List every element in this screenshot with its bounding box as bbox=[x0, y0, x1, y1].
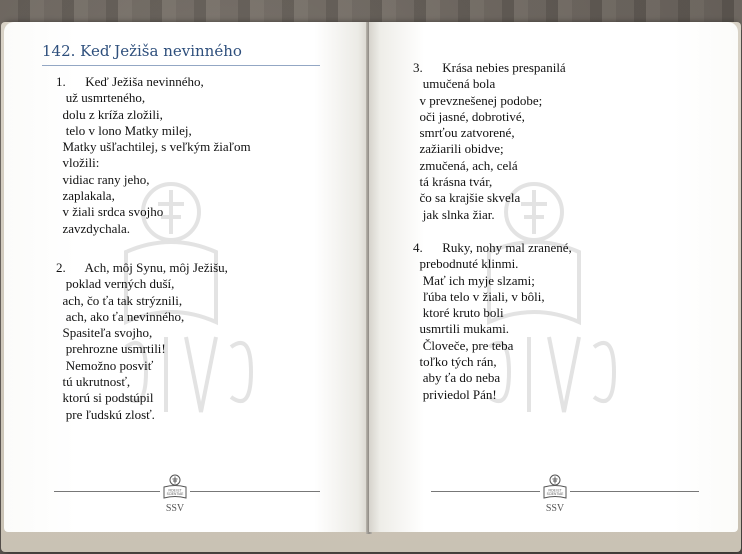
stanza-line: zavzdychala. bbox=[56, 220, 130, 236]
stanza-2 bbox=[56, 260, 228, 423]
stanza-line: ach, ako ťa nevinného, bbox=[56, 308, 185, 324]
stanza-line: dolu z kríža zložili, bbox=[56, 106, 163, 122]
stanza-line: vložili: bbox=[56, 155, 100, 171]
stanza-line: 3. Krása nebies prespanilá bbox=[413, 60, 566, 75]
stanza-line: ktoré kruto boli bbox=[413, 305, 504, 321]
stanza-line: tú ukrutnosť, bbox=[56, 374, 131, 390]
stanza-line: Mať ich myje slzami; bbox=[413, 272, 535, 288]
stanza-line: zaplakala, bbox=[56, 188, 115, 204]
svg-text:FIDEI ET: FIDEI ET bbox=[548, 488, 562, 493]
stanza-line: 1. Keď Ježiša nevinného, bbox=[56, 74, 204, 89]
stanza-line: pre ľudskú zlosť. bbox=[56, 406, 155, 422]
stanza-line: už usmrteného, bbox=[56, 90, 146, 106]
stanza-line: v žiali srdca svojho bbox=[56, 204, 164, 220]
stanza-4 bbox=[413, 240, 572, 403]
stanza-line: Nemožno posviť bbox=[56, 357, 154, 373]
stanza-3 bbox=[413, 60, 566, 223]
stanza-line: prebodnuté klinmi. bbox=[413, 256, 519, 272]
stanza-line: 2. Ach, môj Synu, môj Ježišu, bbox=[56, 260, 228, 275]
right-page bbox=[369, 22, 738, 532]
stanza-line: aby ťa do neba bbox=[413, 370, 501, 386]
stanza-line: ktorú si podstúpil bbox=[56, 390, 154, 406]
stanza-line: v prevznešenej podobe; bbox=[413, 92, 543, 108]
stanza-line: priviedol Pán! bbox=[413, 386, 497, 402]
title-underline bbox=[42, 65, 320, 66]
stanza-line: Človeče, pre teba bbox=[413, 337, 514, 353]
stanza-line: vidiac rany jeho, bbox=[56, 171, 150, 187]
svg-text:SCIENTIAE: SCIENTIAE bbox=[546, 492, 564, 496]
song-title: 142. Keď Ježiša nevinného bbox=[42, 42, 242, 60]
stanza-line: jak slnka žiar. bbox=[413, 206, 495, 222]
stanza-line: zmučená, ach, celá bbox=[413, 157, 518, 173]
stanza-line: poklad verných duší, bbox=[56, 276, 175, 292]
svg-text:SSV: SSV bbox=[545, 503, 565, 514]
stanza-line: telo v lono Matky milej, bbox=[56, 122, 192, 138]
stanza-line: Spasiteľa svojho, bbox=[56, 325, 153, 341]
stanza-line: ľúba telo v žiali, v bôli, bbox=[413, 288, 545, 304]
left-page bbox=[4, 22, 369, 532]
stanza-line: prehrozne usmrtili! bbox=[56, 341, 166, 357]
stanza-line: ach, čo ťa tak strýznili, bbox=[56, 292, 183, 308]
stanza-line: oči jasné, dobrotivé, bbox=[413, 108, 525, 124]
stanza-1 bbox=[56, 74, 251, 237]
svg-text:FIDEI ET: FIDEI ET bbox=[168, 488, 182, 493]
ssv-emblem-icon bbox=[540, 474, 570, 514]
svg-text:SCIENTIAE: SCIENTIAE bbox=[166, 492, 184, 496]
stanza-line: čo sa krajšie skvela bbox=[413, 190, 521, 206]
ssv-emblem-icon bbox=[160, 474, 190, 514]
stanza-line: 4. Ruky, nohy mal zranené, bbox=[413, 240, 572, 255]
stanza-line: tá krásna tvár, bbox=[413, 174, 493, 190]
stanza-line: toľko tých rán, bbox=[413, 354, 497, 370]
stanza-line: smrťou zatvorené, bbox=[413, 125, 515, 141]
stanza-line: zažiarili obidve; bbox=[413, 141, 504, 157]
stanza-line: Matky ušľachtilej, s veľkým žiaľom bbox=[56, 139, 251, 155]
svg-text:SSV: SSV bbox=[165, 503, 185, 514]
stanza-line: umučená bola bbox=[413, 76, 496, 92]
stanza-line: usmrtili mukami. bbox=[413, 321, 510, 337]
